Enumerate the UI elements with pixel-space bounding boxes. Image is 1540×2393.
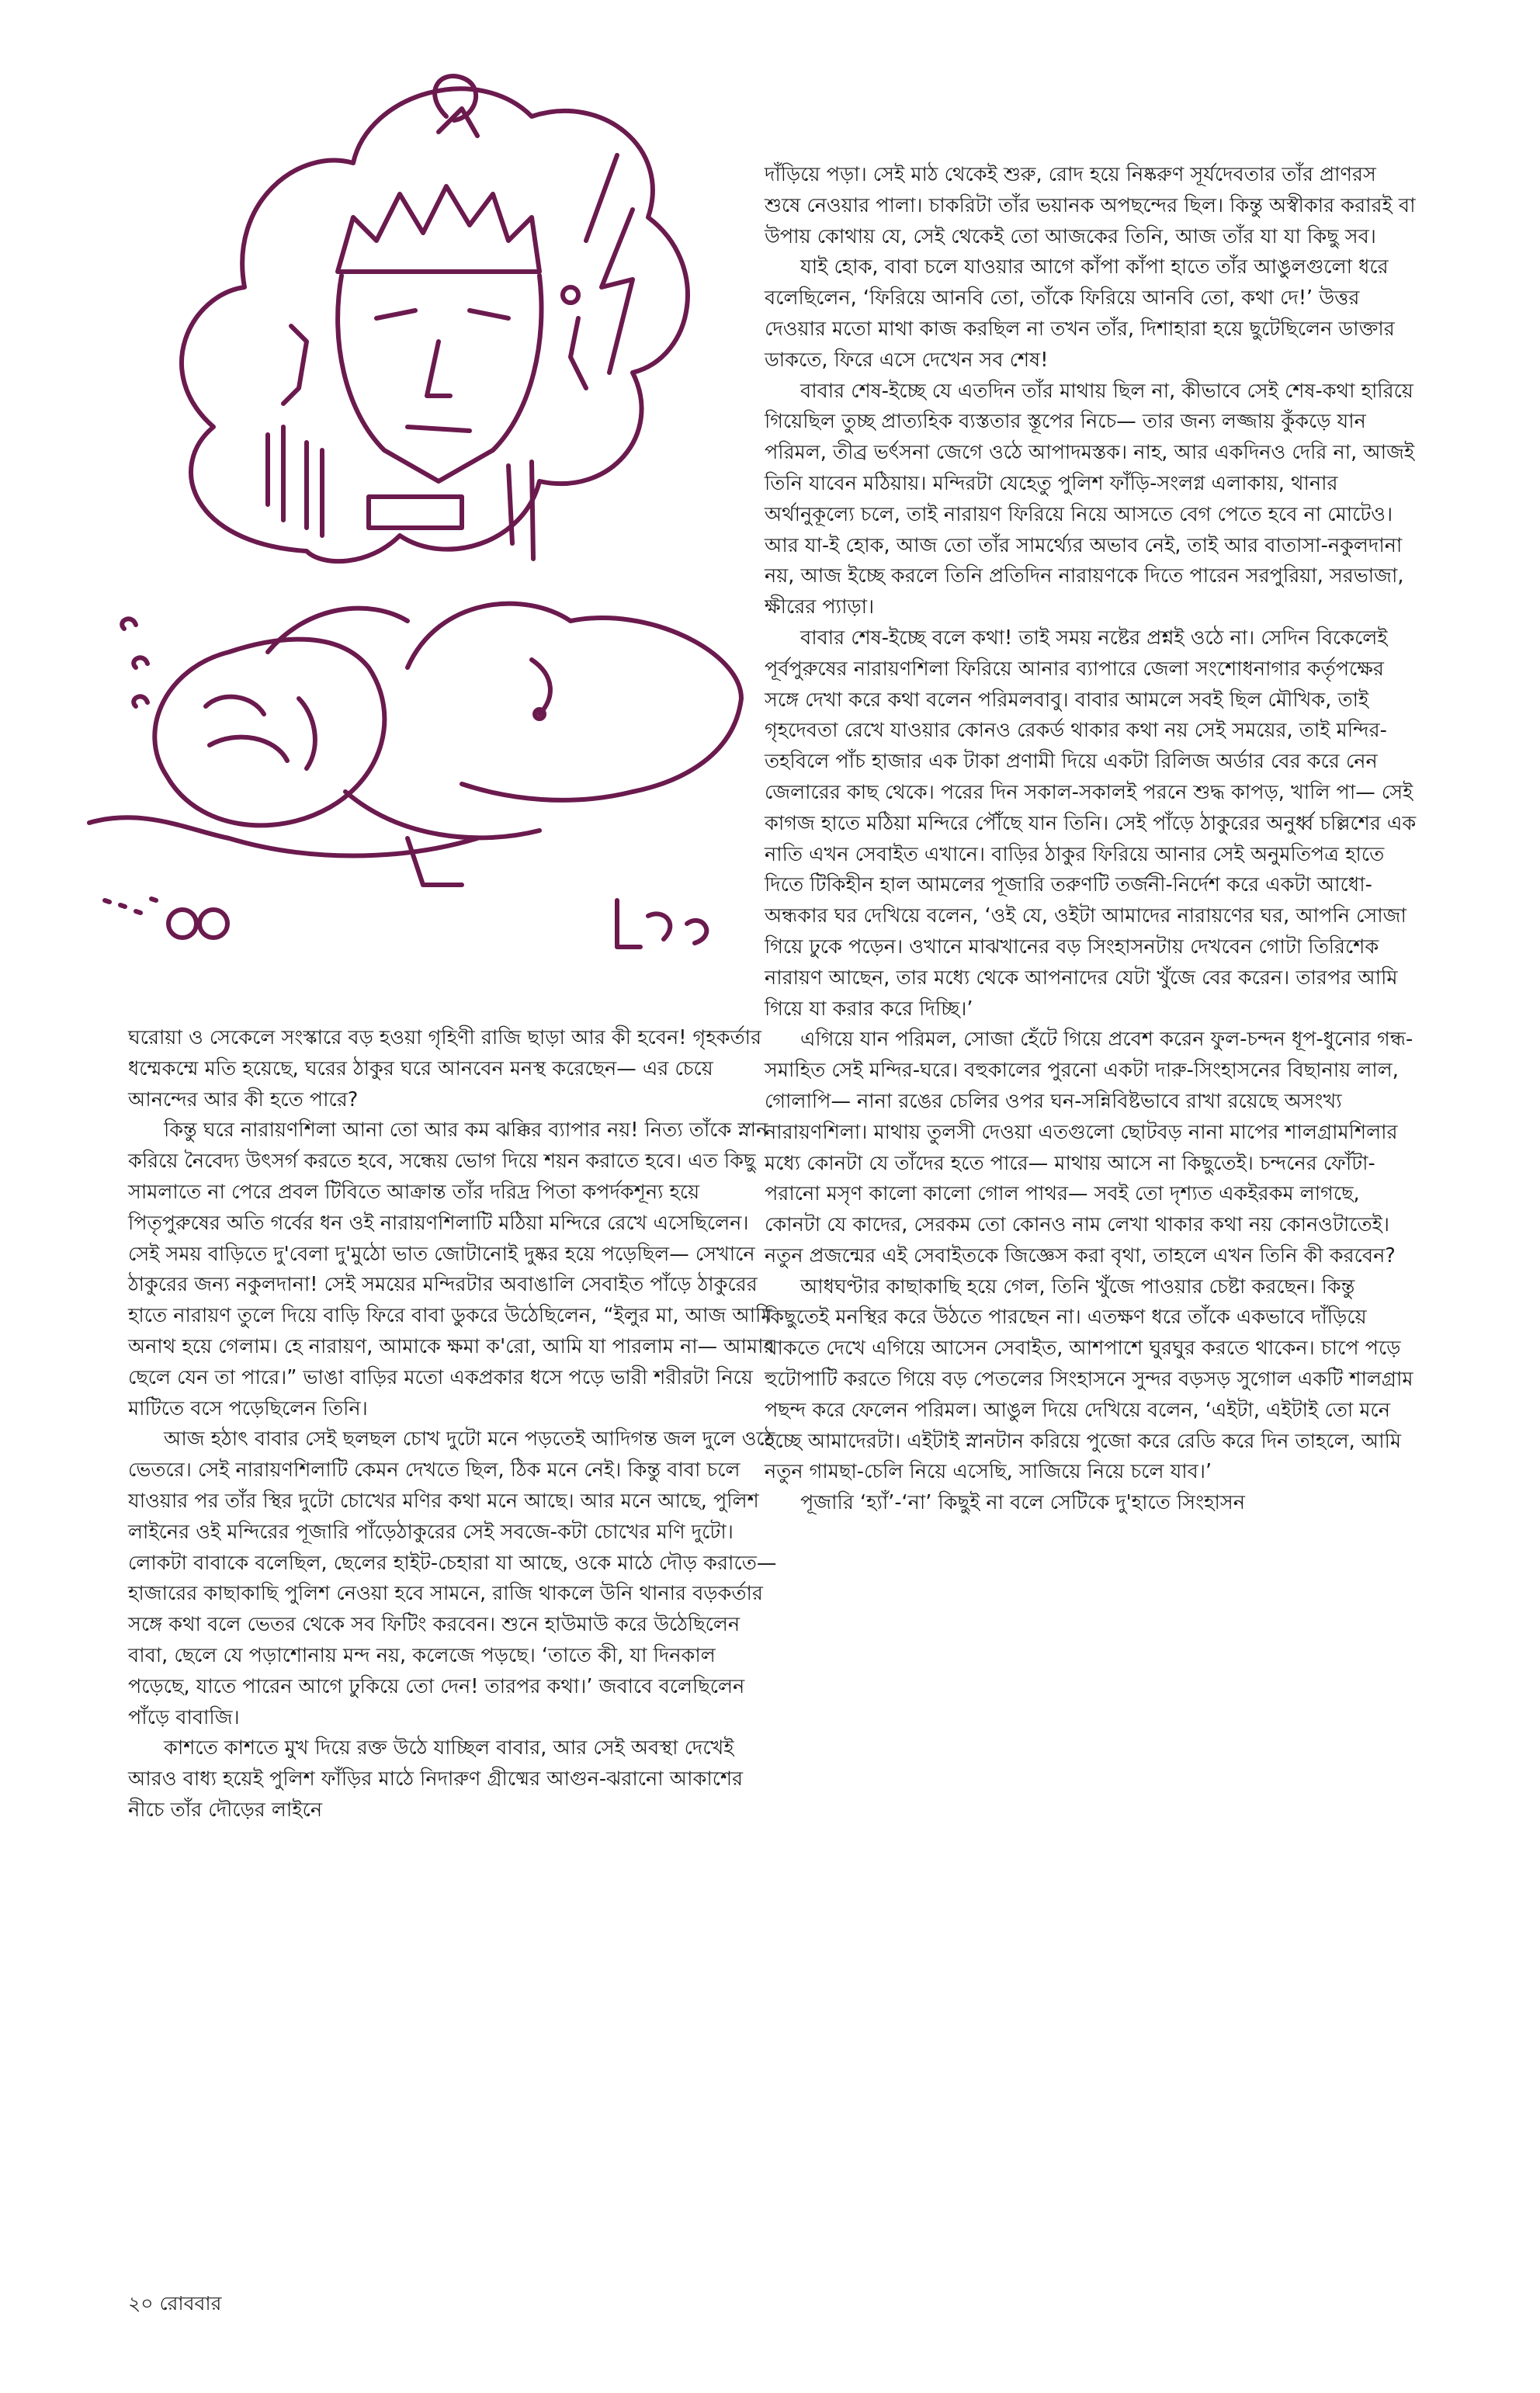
ink-sketch-illustration	[74, 62, 757, 1009]
page-folio: ২০ রোববার	[128, 2292, 222, 2315]
paragraph: বাবার শেষ-ইচ্ছে যে এতদিন তাঁর মাথায় ছিল না, কীভাবে সেই শেষ-কথা হারিয়ে গিয়েছিল তুচ্ছ প্রাত্যহিক ব্যস্ততার স্তূপের নিচে— তার জন্য লজ্জায় কুঁকড়ে যান পরিমল, তীব্র ভর্ৎসনা জেগে ওঠে আপাদমস্তক। নাহ, আর একদিনও দেরি না, আজই তিনি যাবেন মঠিয়ায়। মন্দিরটা যেহেতু পুলিশ ফাঁড়ি-সংলগ্ন এলাকায়, থানার অর্থানুকূল্যে চলে, তাই নারায়ণ ফিরিয়ে নিয়ে আসতে বেগ পেতে হবে না মোটেও। আর যা-ই হোক, আজ তো তাঁর সামর্থ্যের অভাব নেই, তাই আর বাতাসা-নকুলদানা নয়, আজ ইচ্ছে করলে তিনি প্রতিদিন নারায়ণকে দিতে পারেন সরপুরিয়া, সরভাজা, ক্ষীরের প্যাড়া।	[765, 379, 1415, 619]
paragraph: কিন্তু ঘরে নারায়ণশিলা আনা তো আর কম ঝক্কির ব্যাপার নয়! নিত্য তাঁকে স্নান করিয়ে নৈবেদ্য উৎসর্গ করতে হবে, সন্ধেয় ভোগ দিয়ে শয়ন করাতে হবে। এত কিছু সামলাতে না পেরে প্রবল টিবিতে আক্রান্ত তাঁর দরিদ্র পিতা কপর্দকশূন্য হয়ে পিতৃপুরুষের অতি গর্বের ধন ওই নারায়ণশিলাটি মঠিয়া মন্দিরে রেখে এসেছিলেন। সেই সময় বাড়িতে দু'বেলা দু'মুঠো ভাত জোটানোই দুষ্কর হয়ে পড়েছিল— সেখানে ঠাকুরের জন্য নকুলদানা! সেই সময়ের মন্দিরটার অবাঙালি সেবাইত পাঁড়ে ঠাকুরের হাতে নারায়ণ তুলে দিয়ে বাড়ি ফিরে বাবা ডুকরে উঠেছিলেন, “ইলুর মা, আজ আমি অনাথ হয়ে গেলাম। হে নারায়ণ, আমাকে ক্ষমা ক'রো, আমি যা পারলাম না— আমার ছেলে যেন তা পারে।” ভাঙা বাড়ির মতো একপ্রকার ধসে পড়ে ভারী শরীরটা নিয়ে মাটিতে বসে পড়েছিলেন তিনি।	[128, 1118, 775, 1420]
paragraph: ঘরোয়া ও সেকেলে সংস্কারে বড় হওয়া গৃহিণী রাজি ছাড়া আর কী হবেন! গৃহকর্তার ধম্মেকম্মে মতি হয়েছে, ঘরের ঠাকুর ঘরে আনবেন মনস্থ করেছেন— এর চেয়ে আনন্দের আর কী হতে পারে?	[128, 1026, 762, 1112]
paragraph: পূজারি ‘হ্যাঁ’-‘না’ কিছুই না বলে সেটিকে দু'হাতে সিংহাসন	[800, 1491, 1245, 1515]
left-text-column	[128, 1023, 780, 1826]
paragraph: আজ হঠাৎ বাবার সেই ছলছল চোখ দুটো মনে পড়তেই আদিগন্ত জল দুলে ওঠে ভেতরে। সেই নারায়ণশিলাটি কেমন দেখতে ছিল, ঠিক মনে নেই। কিন্তু বাবা চলে যাওয়ার পর তাঁর স্থির দুটো চোখের মণির কথা মনে আছে। আর মনে আছে, পুলিশ লাইনের ওই মন্দিরের পূজারি পাঁড়েঠাকুরের সেই সবজে-কটা চোখের মণি দুটো। লোকটা বাবাকে বলেছিল, ছেলের হাইট-চেহারা যা আছে, ওকে মাঠে দৌড় করাতে— হাজারের কাছাকাছি পুলিশ নেওয়া হবে সামনে, রাজি থাকলে উনি থানার বড়কর্তার সঙ্গে কথা বলে ভেতর থেকে সব ফিটিং করবেন। শুনে হাউমাউ করে উঠেছিলেন বাবা, ছেলে যে পড়াশোনায় মন্দ নয়, কলেজে পড়ছে। ‘তাতে কী, যা দিনকাল পড়েছে, যাতে পারেন আগে ঢুকিয়ে তো দেন! তারপর কথা।’ জবাবে বলেছিলেন পাঁড়ে বাবাজি।	[128, 1427, 777, 1729]
right-text-column	[765, 160, 1417, 1519]
paragraph: যাই হোক, বাবা চলে যাওয়ার আগে কাঁপা কাঁপা হাতে তাঁর আঙুলগুলো ধরে বলেছিলেন, ‘ফিরিয়ে আনবি তো, তাঁকে ফিরিয়ে আনবি তো, কথা দে!’ উত্তর দেওয়ার মতো মাথা কাজ করছিল না তখন তাঁর, দিশাহারা হয়ে ছুটেছিলেন ডাক্তার ডাকতে, ফিরে এসে দেখেন সব শেষ!	[765, 255, 1395, 372]
sketch-svg	[74, 62, 757, 1009]
paragraph: বাবার শেষ-ইচ্ছে বলে কথা! তাই সময় নষ্টের প্রশ্নই ওঠে না। সেদিন বিকেলেই পূর্বপুরুষের নারায়ণশিলা ফিরিয়ে আনার ব্যাপারে জেলা সংশোধনাগার কর্তৃপক্ষের সঙ্গে দেখা করে কথা বলেন পরিমলবাবু। বাবার আমলে সবই ছিল মৌখিক, তাই গৃহদেবতা রেখে যাওয়ার কোনও রেকর্ড থাকার কথা নয় সেই সময়ের, তাই মন্দির-তহবিলে পাঁচ হাজার এক টাকা প্রণামী দিয়ে একটা রিলিজ অর্ডার বের করে নেন জেলারের কাছ থেকে। পরের দিন সকাল-সকালই পরনে শুদ্ধ কাপড়, খালি পা— সেই কাগজ হাতে মঠিয়া মন্দিরে পৌঁছে যান তিনি। সেই পাঁড়ে ঠাকুরের অনুর্ধ্ব চল্লিশের এক নাতি এখন সেবাইত এখানে। বাড়ির ঠাকুর ফিরিয়ে আনার সেই অনুমতিপত্র হাতে দিতে টিকিহীন হাল আমলের পূজারি তরুণটি তর্জনী-নির্দেশ করে একটা আধো-অন্ধকার ঘর দেখিয়ে বলেন, ‘ওই যে, ওইটা আমাদের নারায়ণের ঘর, আপনি সোজা গিয়ে ঢুকে পড়েন। ওখানে মাঝখানের বড় সিংহাসনটায় দেখবেন গোটা তিরিশেক নারায়ণ আছেন, তার মধ্যে থেকে আপনাদের যেটা খুঁজে বের করেন। তারপর আমি গিয়ে যা করার করে দিচ্ছি।’	[765, 626, 1417, 1021]
paragraph: আধঘণ্টার কাছাকাছি হয়ে গেল, তিনি খুঁজে পাওয়ার চেষ্টা করছেন। কিন্তু কিছুতেই মনস্থির করে উঠতে পারছেন না। এতক্ষণ ধরে তাঁকে একভাবে দাঁড়িয়ে থাকতে দেখে এগিয়ে আসেন সেবাইত, আশপাশে ঘুরঘুর করতে থাকেন। চাপে পড়ে হুটোপাটি করতে গিয়ে বড় পেতলের সিংহাসনে সুন্দর বড়সড় সুগোল একটি শালগ্রাম পছন্দ করে ফেলেন পরিমল। আঙুল দিয়ে দেখিয়ে বলেন, ‘এইটা, এইটাই তো মনে হচ্ছে আমাদেরটা। এইটাই স্নানটান করিয়ে পুজো করে রেডি করে দিন তাহলে, আমি নতুন গামছা-চেলি নিয়ে এসেছি, সাজিয়ে নিয়ে চলে যাব।’	[765, 1275, 1413, 1484]
paragraph: এগিয়ে যান পরিমল, সোজা হেঁটে গিয়ে প্রবেশ করেন ফুল-চন্দন ধূপ-ধুনোর গন্ধ-সমাহিত সেই মন্দির-ঘরে। বহুকালের পুরনো একটা দারু-সিংহাসনের বিছানায় লাল, গোলাপি— নানা রঙের চেলির ওপর ঘন-সন্নিবিষ্টভাবে রাখা রয়েছে অসংখ্য নারায়ণশিলা। মাথায় তুলসী দেওয়া এতগুলো ছোটবড় নানা মাপের শালগ্রামশিলার মধ্যে কোনটা যে তাঁদের হতে পারে— মাথায় আসে না কিছুতেই। চন্দনের ফোঁটা-পরানো মসৃণ কালো কালো গোল পাথর— সবই তো দৃশ্যত একইরকম লাগছে, কোনটা যে কাদের, সেরকম তো কোনও নাম লেখা থাকার কথা নয় কোনওটাতেই। নতুন প্রজন্মের এই সেবাইতকে জিজ্ঞেস করা বৃথা, তাহলে এখন তিনি কী করবেন?	[765, 1028, 1413, 1268]
paragraph: কাশতে কাশতে মুখ দিয়ে রক্ত উঠে যাচ্ছিল বাবার, আর সেই অবস্থা দেখেই আরও বাধ্য হয়েই পুলিশ ফাঁড়ির মাঠে নিদারুণ গ্রীষ্মের আগুন-ঝরানো আকাশের নীচে তাঁর দৌড়ের লাইনে	[128, 1736, 744, 1822]
paragraph: দাঁড়িয়ে পড়া। সেই মাঠ থেকেই শুরু, রোদ হয়ে নিষ্করুণ সূর্যদেবতার তাঁর প্রাণরস শুষে নেওয়ার পালা। চাকরিটা তাঁর ভয়ানক অপছন্দের ছিল। কিন্তু অস্বীকার করারই বা উপায় কোথায় যে, সেই থেকেই তো আজকের তিনি, আজ তাঁর যা যা কিছু সব।	[765, 163, 1416, 248]
